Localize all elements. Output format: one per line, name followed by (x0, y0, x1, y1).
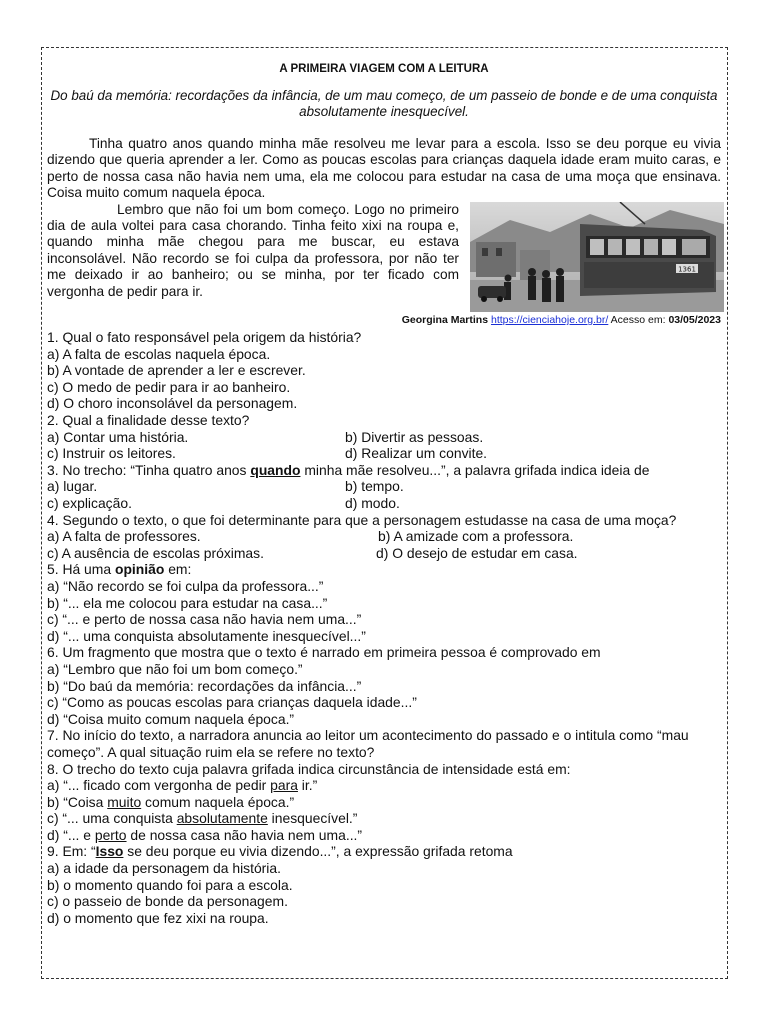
credit-line (47, 314, 721, 328)
question-4: 4. Segundo o texto, o que foi determinante para que a personagem estudasse na casa de uma moça? (47, 511, 677, 528)
option-row (47, 495, 721, 512)
option: c) “Como as poucas escolas para crianças daquela idade...” (47, 694, 417, 711)
question-2: 2. Qual a finalidade desse texto? (47, 412, 250, 429)
option: a) “... ficado com vergonha de pedir para ir.” (47, 777, 318, 794)
option-row (47, 545, 721, 562)
question-8: 8. O trecho do texto cuja palavra grifada indica circunstância de intensidade está em: (47, 760, 571, 777)
option: a) Contar uma história. (47, 428, 189, 445)
option: b) Divertir as pessoas. (345, 428, 484, 445)
option: b) A vontade de aprender a ler e escrever. (47, 362, 306, 379)
credit-access-label: Acesso em: (610, 314, 666, 327)
worksheet (47, 60, 721, 926)
option: d) O choro inconsolável da personagem. (47, 395, 298, 412)
underlined-word: muito (107, 793, 142, 810)
option: b) o momento quando foi para a escola. (47, 876, 293, 893)
option: d) “... uma conquista absolutamente inesquecível...” (47, 627, 366, 644)
question-1: 1. Qual o fato responsável pela origem da história? (47, 329, 362, 346)
option-row (47, 478, 721, 495)
option-row (47, 429, 721, 446)
tram-photo-icon (470, 202, 724, 312)
credit-author: Georgina Martins (401, 314, 489, 327)
option: b) tempo. (345, 478, 404, 495)
option: c) “... e perto de nossa casa não havia nem uma...” (47, 611, 362, 628)
question-7: 7. No início do texto, a narradora anuncia ao leitor um acontecimento do passado e o intitula como “mau começo”. A qual situação ruim ela se refere no texto? (47, 727, 689, 760)
underlined-word: quando (250, 461, 301, 478)
option: a) “Lembro que não foi um bom começo.” (47, 660, 303, 677)
option: c) explicação. (47, 495, 132, 511)
option: d) Realizar um convite. (345, 445, 488, 462)
paragraph-2-block (47, 202, 721, 300)
option: a) lugar. (47, 478, 98, 495)
option: d) modo. (345, 495, 400, 511)
option: a) A falta de escolas naquela época. (47, 345, 271, 362)
option: c) “... uma conquista absolutamente inesquecível.” (47, 810, 358, 827)
option: b) A amizade com a professora. (378, 528, 574, 545)
option: d) “... e perto de nossa casa não havia nem uma...” (47, 826, 363, 843)
option: b) “Do baú da memória: recordações da infância...” (47, 677, 362, 694)
option: a) “Não recordo se foi culpa da professora...” (47, 577, 324, 594)
option: c) O medo de pedir para ir ao banheiro. (47, 378, 291, 395)
option: a) A falta de professores. (47, 528, 201, 545)
underlined-word: para (270, 777, 298, 794)
paragraph-2: Lembro que não foi um bom começo. Logo no primeiro dia de aula voltei para casa chorando. Tinha feito xixi na roupa e, quando minha mãe chegou para me buscar, eu estava inconsolável. Não recordo se foi culpa da professora, por não ter me deixado ir ao banheiro; ou se minha, por ter ficado com vergonha de pedir para ir. (47, 201, 459, 299)
option: b) “Coisa muito comum naquela época.” (47, 793, 295, 810)
option: d) “Coisa muito comum naquela época.” (47, 710, 295, 727)
worksheet-title: A PRIMEIRA VIAGEM COM A LEITURA (279, 63, 489, 75)
question-9: 9. Em: “Isso se deu porque eu vivia dizendo...”, a expressão grifada retoma (47, 843, 513, 860)
credit-link[interactable]: https://cienciahoje.org.br/ (490, 314, 609, 327)
option: b) “... ela me colocou para estudar na casa...” (47, 594, 328, 611)
underlined-word: absolutamente (176, 810, 268, 827)
question-5: 5. Há uma opinião em: (47, 561, 192, 578)
worksheet-subtitle: Do baú da memória: recordações da infância, de um mau começo, de um passeio de bonde e de uma conquista absolutamente inesquecível. (50, 88, 718, 119)
paragraph-1: Tinha quatro anos quando minha mãe resolveu me levar para a escola. Isso se deu porque eu vivia dizendo que queria aprender a ler. Como as poucas escolas para crianças daquela idade eram muito caras, e perto de nossa casa não havia nem uma, ela me colocou para estudar na casa de uma moça que ensinava. Coisa muito comum naquela época. (47, 136, 721, 201)
option: d) o momento que fez xixi na roupa. (47, 909, 269, 926)
underlined-word: perto (94, 826, 127, 843)
option-row (47, 528, 721, 545)
option: c) o passeio de bonde da personagem. (47, 893, 288, 910)
option: a) a idade da personagem da história. (47, 860, 281, 877)
tram-number: 1361 (678, 265, 696, 274)
option: c) Instruir os leitores. (47, 445, 176, 462)
option: c) A ausência de escolas próximas. (47, 544, 264, 561)
underlined-word: Isso (95, 843, 124, 860)
option: d) O desejo de estudar em casa. (376, 544, 578, 561)
option-row (47, 445, 721, 462)
questions (47, 329, 721, 926)
question-3: 3. No trecho: “Tinha quatro anos quando minha mãe resolveu...”, a palavra grifada indica ideia de (47, 461, 650, 478)
bold-word: opinião (114, 561, 165, 578)
question-6: 6. Um fragmento que mostra que o texto é narrado em primeira pessoa é comprovado em (47, 644, 601, 661)
credit-access-date: 03/05/2023 (668, 314, 721, 327)
